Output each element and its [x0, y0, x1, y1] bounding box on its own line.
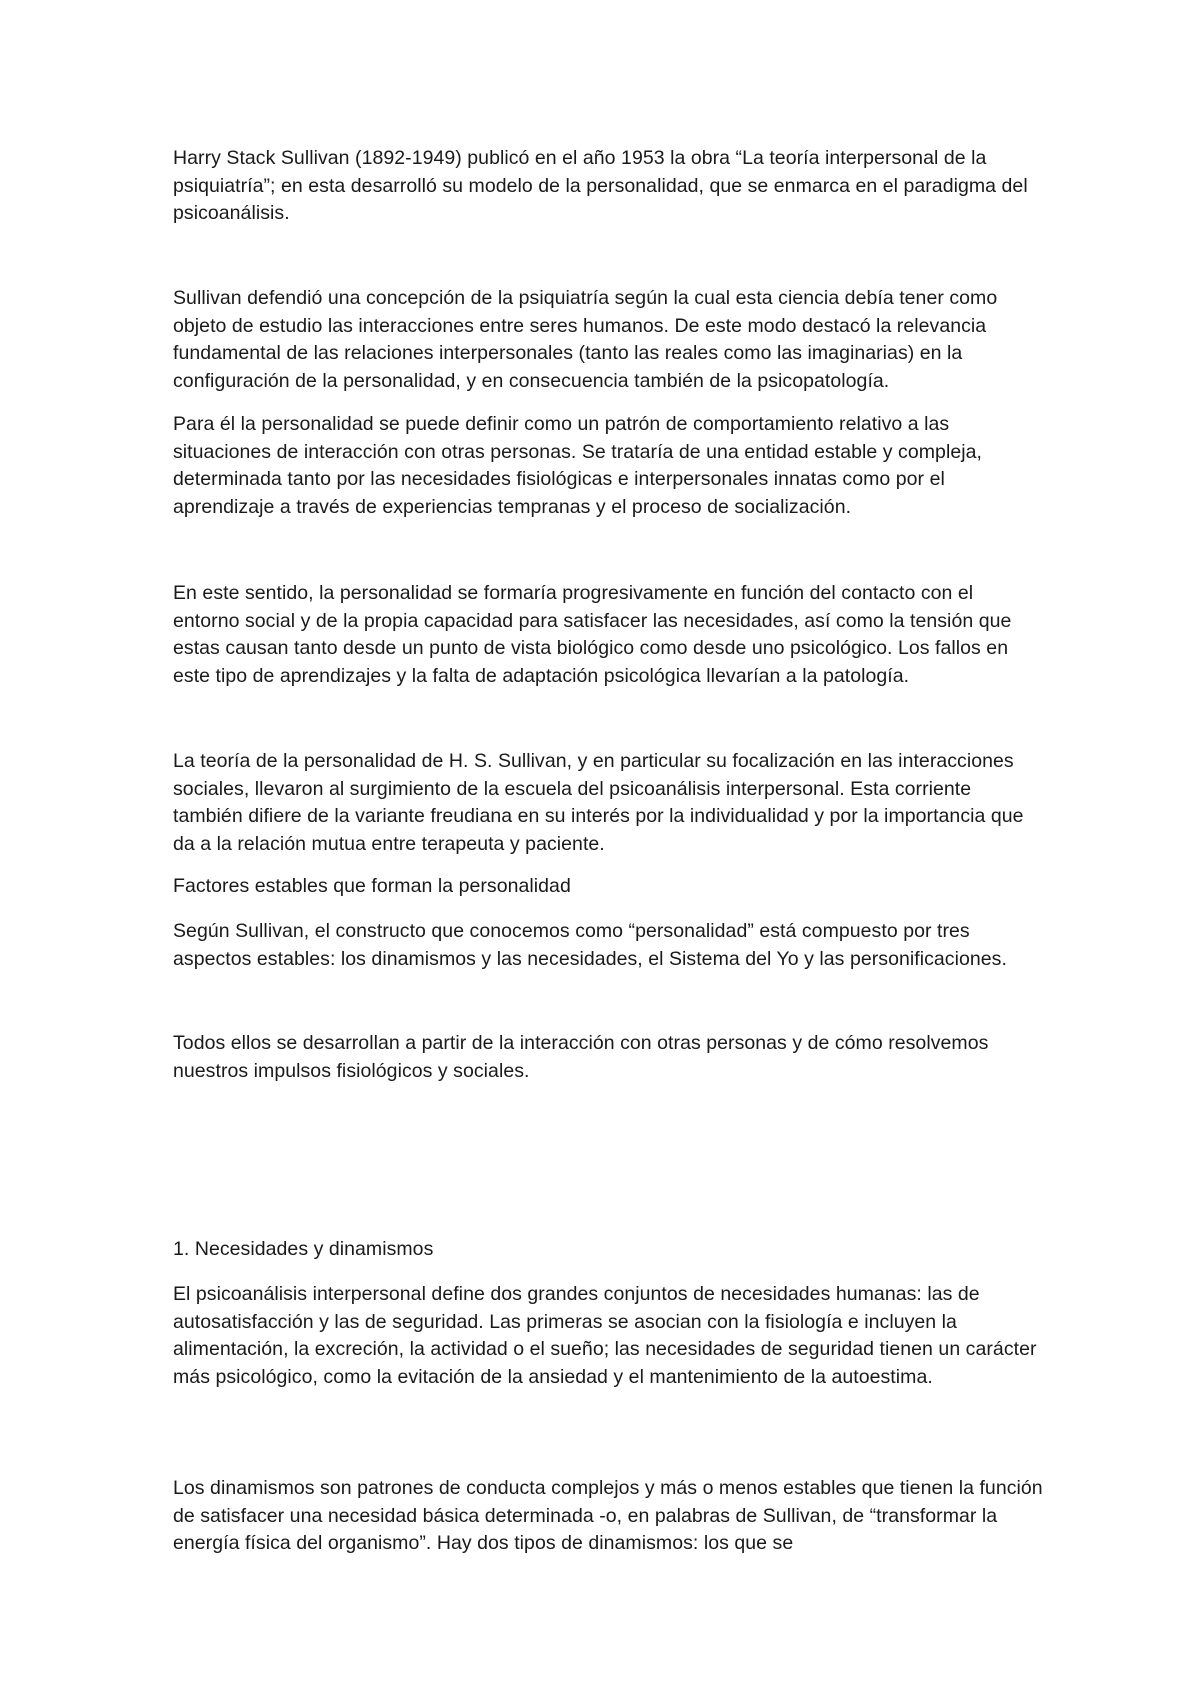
paragraph-needs: El psicoanálisis interpersonal define dos grandes conjuntos de necesidades humanas: las de autosatisfacción y las de seguridad. Las primeras se asocian con la fisiología e incluyen la alimentación, la excreción, la actividad o el sueño; las necesidades de seguridad tienen un carácter más psicológico, como la evitación de la ansiedad y el mantenimiento de la autoestima. — [173, 1283, 1037, 1388]
paragraph-interpersonal-school: La teoría de la personalidad de H. S. Sullivan, y en particular su focalización en las interacciones sociales, llevaron al surgimiento de la escuela del psicoanálisis interpersonal. Esta corriente también difiere de la variante freudiana en su interés por la individualidad y por la importancia que da a la relación mutua entre terapeuta y paciente. — [173, 750, 1024, 855]
paragraph-dynamisms: Los dinamismos son patrones de conducta complejos y más o menos estables que tienen la función de satisfacer una necesidad básica determinada -o, en palabras de Sullivan, de “transformar la energía física del organismo”. Hay dos tipos de dinamismos: los que se — [173, 1477, 1043, 1554]
section-heading-stable-factors: Factores estables que forman la personalidad — [173, 875, 571, 897]
paragraph-three-aspects: Según Sullivan, el constructo que conocemos como “personalidad” está compuesto por tres aspectos estables: los dinamismos y las necesidades, el Sistema del Yo y las personificaciones. — [173, 920, 1007, 970]
paragraph-personality-formation: En este sentido, la personalidad se formaría progresivamente en función del contacto con el entorno social y de la propia capacidad para satisfacer las necesidades, así como la tensión que estas causan tanto desde un punto de vista biológico como desde uno psicológico. Los fallos en este tipo de aprendizajes y la falta de adaptación psicológica llevarían a la patología. — [173, 582, 1012, 687]
paragraph-personality-definition: Para él la personalidad se puede definir como un patrón de comportamiento relativo a las situaciones de interacción con otras personas. Se trataría de una entidad estable y compleja, determinada tanto por las necesidades fisiológicas e interpersonales innatas como por el aprendizaje a través de experiencias tempranas y el proceso de socialización. — [173, 413, 982, 518]
paragraph-intro: Harry Stack Sullivan (1892-1949) publicó en el año 1953 la obra “La teoría interpersonal de la psiquiatría”; en esta desarrolló su modelo de la personalidad, que se enmarca en el paradigma del psicoanálisis. — [173, 147, 1028, 224]
section-heading-needs-dynamisms: 1. Necesidades y dinamismos — [173, 1238, 434, 1260]
paragraph-development: Todos ellos se desarrollan a partir de la interacción con otras personas y de cómo resolvemos nuestros impulsos fisiológicos y sociales. — [173, 1032, 989, 1082]
paragraph-psychiatry-concept: Sullivan defendió una concepción de la psiquiatría según la cual esta ciencia debía tener como objeto de estudio las interacciones entre seres humanos. De este modo destacó la relevancia fundamental de las relaciones interpersonales (tanto las reales como las imaginarias) en la configuración de la personalidad, y en consecuencia también de la psicopatología. — [173, 287, 998, 392]
